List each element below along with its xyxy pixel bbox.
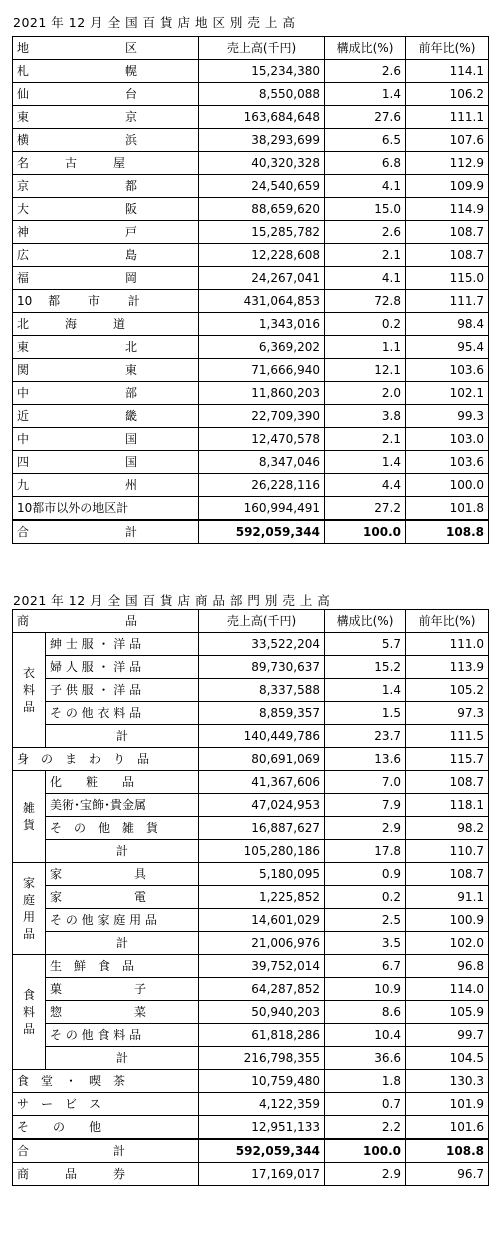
table-row bbox=[13, 428, 489, 451]
region-name-cell: 四 国 bbox=[13, 451, 199, 474]
region-name-cell: 東 京 bbox=[13, 106, 199, 129]
share-cell: 7.0 bbox=[325, 771, 406, 794]
header-yoy: 前年比(%) bbox=[406, 37, 489, 60]
region-name-cell: 中 部 bbox=[13, 382, 199, 405]
region-name-cell: 札 幌 bbox=[13, 60, 199, 83]
sales-cell: 216,798,355 bbox=[199, 1047, 325, 1070]
sales-cell: 47,024,953 bbox=[199, 794, 325, 817]
yoy-cell: 113.9 bbox=[406, 656, 489, 679]
table-row bbox=[13, 198, 489, 221]
yoy-cell: 106.2 bbox=[406, 83, 489, 106]
share-cell: 10.4 bbox=[325, 1024, 406, 1047]
subtotal-row bbox=[13, 932, 489, 955]
yoy-cell: 95.4 bbox=[406, 336, 489, 359]
sales-cell: 4,122,359 bbox=[199, 1093, 325, 1116]
category-name-cell: そ の 他 家 庭 用 品 bbox=[46, 909, 199, 932]
share-cell: 2.5 bbox=[325, 909, 406, 932]
sales-cell: 8,550,088 bbox=[199, 83, 325, 106]
header-category: 商 品 bbox=[13, 610, 199, 633]
yoy-cell: 108.7 bbox=[406, 244, 489, 267]
share-cell: 27.6 bbox=[325, 106, 406, 129]
sales-cell: 10,759,480 bbox=[199, 1070, 325, 1093]
yoy-cell: 105.9 bbox=[406, 1001, 489, 1024]
category-name-cell: 惣 菜 bbox=[46, 1001, 199, 1024]
sales-cell: 431,064,853 bbox=[199, 290, 325, 313]
sales-cell: 8,347,046 bbox=[199, 451, 325, 474]
category-header-row bbox=[13, 610, 489, 633]
region-name-cell: 合 計 bbox=[13, 520, 199, 544]
sales-cell: 40,320,328 bbox=[199, 152, 325, 175]
header-sales: 売上高(千円) bbox=[199, 37, 325, 60]
group-label-household: 家庭用品 bbox=[13, 863, 46, 955]
category-name-cell: そ の 他 衣 料 品 bbox=[46, 702, 199, 725]
table-row bbox=[13, 886, 489, 909]
subtotal-row bbox=[13, 725, 489, 748]
share-cell: 2.1 bbox=[325, 428, 406, 451]
group-label-food: 食料品 bbox=[13, 955, 46, 1070]
share-cell: 0.7 bbox=[325, 1093, 406, 1116]
share-cell: 1.5 bbox=[325, 702, 406, 725]
table-row bbox=[13, 955, 489, 978]
yoy-cell: 101.9 bbox=[406, 1093, 489, 1116]
category-sales-table bbox=[12, 609, 489, 1186]
category-name-cell: 家 具 bbox=[46, 863, 199, 886]
sales-cell: 592,059,344 bbox=[199, 520, 325, 544]
table-row bbox=[13, 106, 489, 129]
share-cell: 17.8 bbox=[325, 840, 406, 863]
sales-cell: 15,234,380 bbox=[199, 60, 325, 83]
category-name-cell: 紳 士 服 ・ 洋 品 bbox=[46, 633, 199, 656]
sales-cell: 17,169,017 bbox=[199, 1163, 325, 1186]
yoy-cell: 114.0 bbox=[406, 978, 489, 1001]
subtotal-label: 計 bbox=[46, 1047, 199, 1070]
region-name-cell: 関 東 bbox=[13, 359, 199, 382]
grand-total-row bbox=[13, 1139, 489, 1163]
yoy-cell: 100.9 bbox=[406, 909, 489, 932]
subtotal-label: 計 bbox=[46, 725, 199, 748]
table-row bbox=[13, 1070, 489, 1093]
table-row bbox=[13, 1116, 489, 1140]
category-name-cell: そ の 他 雑 貨 bbox=[46, 817, 199, 840]
category-name-cell: そ の 他 食 料 品 bbox=[46, 1024, 199, 1047]
yoy-cell: 96.7 bbox=[406, 1163, 489, 1186]
header-share: 構成比(%) bbox=[325, 610, 406, 633]
region-name-cell: 名 古 屋 bbox=[13, 152, 199, 175]
table-row bbox=[13, 129, 489, 152]
share-cell: 10.9 bbox=[325, 978, 406, 1001]
table-row bbox=[13, 1024, 489, 1047]
sales-cell: 24,267,041 bbox=[199, 267, 325, 290]
yoy-cell: 110.7 bbox=[406, 840, 489, 863]
share-cell: 2.6 bbox=[325, 60, 406, 83]
sales-cell: 160,994,491 bbox=[199, 497, 325, 521]
yoy-cell: 100.0 bbox=[406, 474, 489, 497]
table-row bbox=[13, 244, 489, 267]
yoy-cell: 108.7 bbox=[406, 863, 489, 886]
sales-cell: 163,684,648 bbox=[199, 106, 325, 129]
subtotal-label: 計 bbox=[46, 932, 199, 955]
category-name-cell: 生 鮮 食 品 bbox=[46, 955, 199, 978]
table-row bbox=[13, 290, 489, 313]
sales-cell: 39,752,014 bbox=[199, 955, 325, 978]
sales-cell: 80,691,069 bbox=[199, 748, 325, 771]
sales-cell: 11,860,203 bbox=[199, 382, 325, 405]
share-cell: 1.4 bbox=[325, 451, 406, 474]
share-cell: 4.4 bbox=[325, 474, 406, 497]
region-name-cell: 仙 台 bbox=[13, 83, 199, 106]
share-cell: 15.2 bbox=[325, 656, 406, 679]
table-row bbox=[13, 909, 489, 932]
table-row bbox=[13, 771, 489, 794]
table-row bbox=[13, 497, 489, 521]
table-row bbox=[13, 382, 489, 405]
category-name-cell: 商 品 券 bbox=[13, 1163, 199, 1186]
yoy-cell: 101.6 bbox=[406, 1116, 489, 1140]
yoy-cell: 99.7 bbox=[406, 1024, 489, 1047]
table-row bbox=[13, 405, 489, 428]
yoy-cell: 96.8 bbox=[406, 955, 489, 978]
yoy-cell: 105.2 bbox=[406, 679, 489, 702]
region-name-cell: 近 畿 bbox=[13, 405, 199, 428]
share-cell: 2.1 bbox=[325, 244, 406, 267]
region-name-cell: 北 海 道 bbox=[13, 313, 199, 336]
sales-cell: 38,293,699 bbox=[199, 129, 325, 152]
table-row bbox=[13, 679, 489, 702]
table-row bbox=[13, 359, 489, 382]
category-name-cell: そ の 他 bbox=[13, 1116, 199, 1140]
yoy-cell: 111.5 bbox=[406, 725, 489, 748]
sales-cell: 1,343,016 bbox=[199, 313, 325, 336]
table-row bbox=[13, 313, 489, 336]
region-name-cell: 東 北 bbox=[13, 336, 199, 359]
yoy-cell: 103.6 bbox=[406, 359, 489, 382]
category-name-cell: 食 堂 ・ 喫 茶 bbox=[13, 1070, 199, 1093]
share-cell: 5.7 bbox=[325, 633, 406, 656]
yoy-cell: 111.0 bbox=[406, 633, 489, 656]
yoy-cell: 97.3 bbox=[406, 702, 489, 725]
header-share: 構成比(%) bbox=[325, 37, 406, 60]
table-row bbox=[13, 1001, 489, 1024]
yoy-cell: 114.1 bbox=[406, 60, 489, 83]
sales-cell: 12,228,608 bbox=[199, 244, 325, 267]
share-cell: 3.5 bbox=[325, 932, 406, 955]
yoy-cell: 115.7 bbox=[406, 748, 489, 771]
yoy-cell: 102.0 bbox=[406, 932, 489, 955]
yoy-cell: 114.9 bbox=[406, 198, 489, 221]
share-cell: 100.0 bbox=[325, 520, 406, 544]
yoy-cell: 109.9 bbox=[406, 175, 489, 198]
table-row bbox=[13, 702, 489, 725]
sales-cell: 12,951,133 bbox=[199, 1116, 325, 1140]
sales-cell: 592,059,344 bbox=[199, 1139, 325, 1163]
region-name-cell: 横 浜 bbox=[13, 129, 199, 152]
yoy-cell: 108.7 bbox=[406, 221, 489, 244]
table-row bbox=[13, 175, 489, 198]
share-cell: 36.6 bbox=[325, 1047, 406, 1070]
table-row bbox=[13, 633, 489, 656]
table-row bbox=[13, 267, 489, 290]
region-sales-table bbox=[12, 36, 489, 544]
table-row bbox=[13, 1163, 489, 1186]
share-cell: 2.2 bbox=[325, 1116, 406, 1140]
yoy-cell: 108.8 bbox=[406, 520, 489, 544]
sales-cell: 33,522,204 bbox=[199, 633, 325, 656]
region-name-cell: 神 戸 bbox=[13, 221, 199, 244]
share-cell: 27.2 bbox=[325, 497, 406, 521]
share-cell: 1.8 bbox=[325, 1070, 406, 1093]
grand-total-label: 合 計 bbox=[13, 1139, 199, 1163]
sales-cell: 1,225,852 bbox=[199, 886, 325, 909]
table-row bbox=[13, 83, 489, 106]
table-row bbox=[13, 748, 489, 771]
yoy-cell: 118.1 bbox=[406, 794, 489, 817]
region-name-cell: 京 都 bbox=[13, 175, 199, 198]
region-name-cell: 10 都 市 計 bbox=[13, 290, 199, 313]
sales-cell: 26,228,116 bbox=[199, 474, 325, 497]
region-name-cell: 大 阪 bbox=[13, 198, 199, 221]
table-row bbox=[13, 336, 489, 359]
table-row bbox=[13, 656, 489, 679]
sales-cell: 8,859,357 bbox=[199, 702, 325, 725]
share-cell: 15.0 bbox=[325, 198, 406, 221]
share-cell: 0.2 bbox=[325, 313, 406, 336]
sales-cell: 88,659,620 bbox=[199, 198, 325, 221]
share-cell: 3.8 bbox=[325, 405, 406, 428]
yoy-cell: 111.7 bbox=[406, 290, 489, 313]
sales-cell: 61,818,286 bbox=[199, 1024, 325, 1047]
sales-cell: 22,709,390 bbox=[199, 405, 325, 428]
yoy-cell: 103.0 bbox=[406, 428, 489, 451]
table-row bbox=[13, 978, 489, 1001]
sales-cell: 8,337,588 bbox=[199, 679, 325, 702]
sales-cell: 140,449,786 bbox=[199, 725, 325, 748]
region-name-cell: 福 岡 bbox=[13, 267, 199, 290]
header-sales: 売上高(千円) bbox=[199, 610, 325, 633]
sales-cell: 50,940,203 bbox=[199, 1001, 325, 1024]
table-row bbox=[13, 60, 489, 83]
yoy-cell: 111.1 bbox=[406, 106, 489, 129]
share-cell: 12.1 bbox=[325, 359, 406, 382]
header-yoy: 前年比(%) bbox=[406, 610, 489, 633]
category-name-cell: 化 粧 品 bbox=[46, 771, 199, 794]
share-cell: 2.9 bbox=[325, 1163, 406, 1186]
category-name-cell: 菓 子 bbox=[46, 978, 199, 1001]
share-cell: 4.1 bbox=[325, 267, 406, 290]
region-name-cell: 中 国 bbox=[13, 428, 199, 451]
yoy-cell: 102.1 bbox=[406, 382, 489, 405]
region-name-cell: 九 州 bbox=[13, 474, 199, 497]
subtotal-label: 計 bbox=[46, 840, 199, 863]
share-cell: 1.1 bbox=[325, 336, 406, 359]
sales-cell: 64,287,852 bbox=[199, 978, 325, 1001]
category-table-title: 2021 年 12 月 全 国 百 貨 店 商 品 部 門 別 売 上 高 bbox=[13, 593, 331, 608]
share-cell: 2.0 bbox=[325, 382, 406, 405]
sales-cell: 71,666,940 bbox=[199, 359, 325, 382]
share-cell: 6.7 bbox=[325, 955, 406, 978]
category-name-cell: サ ー ビ ス bbox=[13, 1093, 199, 1116]
sales-cell: 12,470,578 bbox=[199, 428, 325, 451]
table-row bbox=[13, 1093, 489, 1116]
sales-cell: 14,601,029 bbox=[199, 909, 325, 932]
region-table-title: 2021 年 12 月 全 国 百 貨 店 地 区 別 売 上 高 bbox=[13, 15, 296, 30]
sales-cell: 105,280,186 bbox=[199, 840, 325, 863]
sales-cell: 6,369,202 bbox=[199, 336, 325, 359]
share-cell: 7.9 bbox=[325, 794, 406, 817]
yoy-cell: 101.8 bbox=[406, 497, 489, 521]
share-cell: 0.9 bbox=[325, 863, 406, 886]
share-cell: 1.4 bbox=[325, 83, 406, 106]
category-name-cell: 婦 人 服 ・ 洋 品 bbox=[46, 656, 199, 679]
sales-cell: 21,006,976 bbox=[199, 932, 325, 955]
yoy-cell: 107.6 bbox=[406, 129, 489, 152]
yoy-cell: 108.8 bbox=[406, 1139, 489, 1163]
yoy-cell: 130.3 bbox=[406, 1070, 489, 1093]
table-row bbox=[13, 221, 489, 244]
sales-cell: 16,887,627 bbox=[199, 817, 325, 840]
share-cell: 13.6 bbox=[325, 748, 406, 771]
share-cell: 8.6 bbox=[325, 1001, 406, 1024]
share-cell: 1.4 bbox=[325, 679, 406, 702]
category-name-cell: 家 電 bbox=[46, 886, 199, 909]
yoy-cell: 112.9 bbox=[406, 152, 489, 175]
sales-cell: 15,285,782 bbox=[199, 221, 325, 244]
share-cell: 2.6 bbox=[325, 221, 406, 244]
table-row bbox=[13, 474, 489, 497]
share-cell: 23.7 bbox=[325, 725, 406, 748]
category-name-cell: 子 供 服 ・ 洋 品 bbox=[46, 679, 199, 702]
category-name-cell: 美術･宝飾･貴金属 bbox=[46, 794, 199, 817]
table-row bbox=[13, 520, 489, 544]
share-cell: 4.1 bbox=[325, 175, 406, 198]
yoy-cell: 99.3 bbox=[406, 405, 489, 428]
sales-cell: 41,367,606 bbox=[199, 771, 325, 794]
yoy-cell: 108.7 bbox=[406, 771, 489, 794]
sales-cell: 24,540,659 bbox=[199, 175, 325, 198]
table-row bbox=[13, 817, 489, 840]
yoy-cell: 103.6 bbox=[406, 451, 489, 474]
yoy-cell: 91.1 bbox=[406, 886, 489, 909]
yoy-cell: 98.2 bbox=[406, 817, 489, 840]
category-name-cell: 身 の ま わ り 品 bbox=[13, 748, 199, 771]
share-cell: 100.0 bbox=[325, 1139, 406, 1163]
share-cell: 72.8 bbox=[325, 290, 406, 313]
group-label-clothing: 衣料品 bbox=[13, 633, 46, 748]
region-name-cell: 10都市以外の地区計 bbox=[13, 497, 199, 521]
share-cell: 6.5 bbox=[325, 129, 406, 152]
subtotal-row bbox=[13, 840, 489, 863]
table-row bbox=[13, 451, 489, 474]
yoy-cell: 104.5 bbox=[406, 1047, 489, 1070]
share-cell: 2.9 bbox=[325, 817, 406, 840]
share-cell: 6.8 bbox=[325, 152, 406, 175]
region-header-row bbox=[13, 37, 489, 60]
group-label-sundries: 雑貨 bbox=[13, 771, 46, 863]
share-cell: 0.2 bbox=[325, 886, 406, 909]
table-row bbox=[13, 152, 489, 175]
sales-cell: 5,180,095 bbox=[199, 863, 325, 886]
region-name-cell: 広 島 bbox=[13, 244, 199, 267]
table-row bbox=[13, 794, 489, 817]
header-region: 地 区 bbox=[13, 37, 199, 60]
yoy-cell: 98.4 bbox=[406, 313, 489, 336]
yoy-cell: 115.0 bbox=[406, 267, 489, 290]
table-row bbox=[13, 863, 489, 886]
subtotal-row bbox=[13, 1047, 489, 1070]
sales-cell: 89,730,637 bbox=[199, 656, 325, 679]
